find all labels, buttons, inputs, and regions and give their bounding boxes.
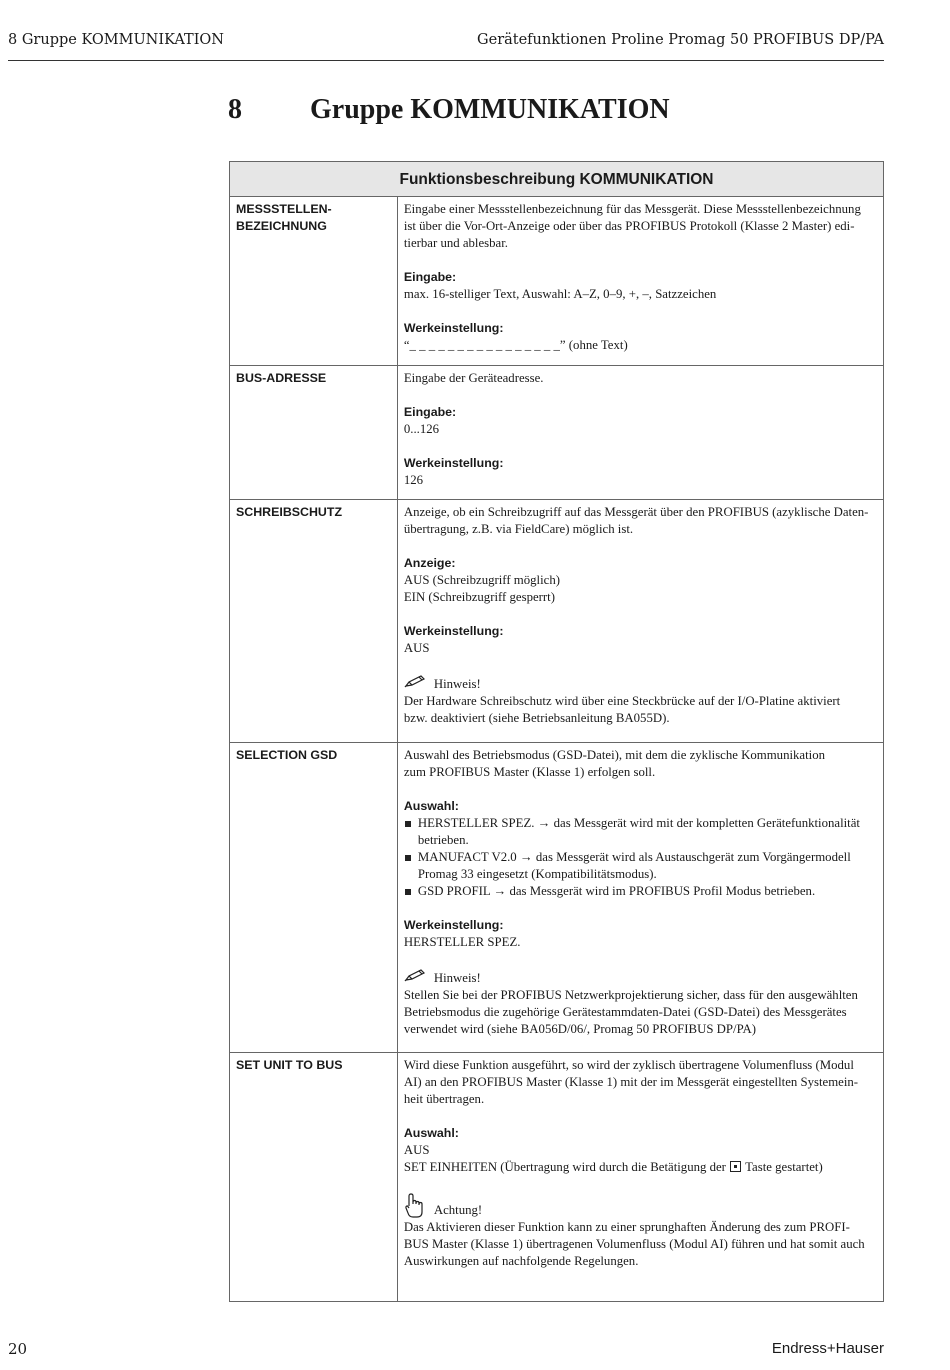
list-item bbox=[404, 849, 877, 883]
default-section bbox=[404, 320, 877, 354]
text-line: Anzeige, ob ein Schreibzugriff auf das Messgerät über den PROFIBUS (azyklische Daten- bbox=[403, 505, 869, 519]
table-row bbox=[230, 1053, 884, 1302]
pencil-icon bbox=[404, 968, 434, 986]
display-label: Anzeige: bbox=[403, 556, 456, 570]
chapter-heading bbox=[228, 94, 670, 126]
options-section bbox=[404, 798, 877, 900]
note-text-line: Stellen Sie bei der PROFIBUS Netzwerkprojektierung sicher, dass für den ausgewählten bbox=[403, 988, 858, 1002]
caution-text-line: Auswirkungen auf nachfolgende Regelungen. bbox=[403, 1254, 639, 1268]
options-section bbox=[404, 1125, 877, 1176]
input-section bbox=[404, 404, 877, 438]
option-value bbox=[404, 1159, 877, 1176]
note-text-line: Der Hardware Schreibschutz wird über eine Steckbrücke auf der I/O-Platine aktiviert bbox=[403, 694, 841, 708]
display-value: AUS (Schreibzugriff möglich) bbox=[403, 573, 560, 587]
page-number: 20 bbox=[8, 1340, 28, 1358]
text-line: AI) an den PROFIBUS Master (Klasse 1) mit der im Messgerät eingestellten Systemein- bbox=[403, 1075, 859, 1089]
default-section bbox=[404, 623, 877, 657]
options-label: Auswahl: bbox=[403, 1126, 459, 1140]
display-value: EIN (Schreibzugriff gesperrt) bbox=[403, 590, 555, 604]
note-heading bbox=[404, 968, 877, 987]
function-name: SELECTION GSD bbox=[230, 743, 398, 1053]
function-description bbox=[397, 1053, 883, 1302]
text-line: Wird diese Funktion ausgeführt, so wird der zyklisch übertragene Volumenfluss (Modul bbox=[403, 1058, 854, 1072]
description-intro bbox=[404, 370, 877, 387]
display-section bbox=[404, 555, 877, 606]
text-line: Promag 33 eingesetzt (Kompatibilitätsmodus). bbox=[417, 867, 657, 881]
option-value: AUS bbox=[403, 1143, 430, 1157]
note-text-line: verwendet wird (siehe BA056D/06/, Promag 50 PROFIBUS DP/PA) bbox=[403, 1022, 757, 1036]
function-description bbox=[397, 197, 883, 366]
input-label: Eingabe: bbox=[403, 270, 457, 284]
function-table bbox=[229, 161, 884, 1302]
default-section bbox=[404, 455, 877, 489]
table-row bbox=[230, 197, 884, 366]
list-item bbox=[404, 883, 877, 900]
description-intro bbox=[404, 1057, 877, 1108]
table-row bbox=[230, 366, 884, 500]
text-line: tierbar und ablesbar. bbox=[403, 236, 508, 250]
note-text-line: bzw. deaktiviert (siehe Betriebsanleitung BA055D). bbox=[403, 711, 670, 725]
input-value: 0...126 bbox=[403, 422, 440, 436]
note-section bbox=[404, 674, 877, 727]
caution-text-line: BUS Master (Klasse 1) übertragenen Volumenfluss (Modul AI) führen und hat somit auch bbox=[403, 1237, 865, 1251]
text-line: betrieben. bbox=[417, 833, 469, 847]
header-document-title: Gerätefunktionen Proline Promag 50 PROFIBUS DP/PA bbox=[477, 32, 884, 48]
caution-heading bbox=[404, 1193, 877, 1219]
note-heading bbox=[404, 674, 877, 693]
description-intro bbox=[404, 201, 877, 252]
text-line: GSD PROFIL → das Messgerät wird im PROFIBUS Profil Modus betrieben. bbox=[417, 884, 816, 898]
input-section bbox=[404, 269, 877, 303]
pointing-hand-icon bbox=[404, 1193, 434, 1219]
default-label: Werkeinstellung: bbox=[403, 624, 504, 638]
table-title: Funktionsbeschreibung KOMMUNIKATION bbox=[230, 162, 884, 197]
options-label: Auswahl: bbox=[403, 799, 459, 813]
option-text: Taste gestartet) bbox=[745, 1160, 823, 1174]
text-line: übertragung, z.B. via FieldCare) möglich ist. bbox=[403, 522, 634, 536]
text-line: MANUFACT V2.0 → das Messgerät wird als Austauschgerät zum Vorgängermodell bbox=[417, 850, 851, 864]
text-line: Auswahl des Betriebsmodus (GSD-Datei), mit dem die zyklische Kommunikation bbox=[403, 748, 826, 762]
caution-section bbox=[404, 1193, 877, 1270]
caution-text-line: Das Aktivieren dieser Funktion kann zu einer sprunghaften Änderung des zum PROFI- bbox=[403, 1220, 850, 1234]
function-name: BUS-ADRESSE bbox=[230, 366, 398, 500]
enter-key-icon bbox=[730, 1161, 741, 1172]
brand-logo-text: Endress+Hauser bbox=[771, 1340, 884, 1357]
caution-title: Achtung! bbox=[433, 1203, 483, 1217]
default-section bbox=[404, 917, 877, 951]
function-name: SCHREIBSCHUTZ bbox=[230, 500, 398, 743]
text-line: heit übertragen. bbox=[403, 1092, 485, 1106]
note-text-line: Betriebsmodus die zugehörige Gerätestammdaten-Datei (GSD-Datei) des Messgerätes bbox=[403, 1005, 847, 1019]
default-value: “_ _ _ _ _ _ _ _ _ _ _ _ _ _ _ _” (ohne Text) bbox=[403, 338, 628, 352]
function-description bbox=[397, 500, 883, 743]
list-item bbox=[404, 815, 877, 849]
header-chapter: 8 Gruppe KOMMUNIKATION bbox=[8, 32, 224, 48]
note-section bbox=[404, 968, 877, 1038]
default-value: HERSTELLER SPEZ. bbox=[403, 935, 521, 949]
function-name: MESSSTELLEN- BEZEICHNUNG bbox=[230, 197, 398, 366]
function-description bbox=[397, 743, 883, 1053]
note-title: Hinweis! bbox=[433, 971, 481, 985]
default-value: AUS bbox=[403, 641, 430, 655]
input-label: Eingabe: bbox=[403, 405, 457, 419]
chapter-number: 8 bbox=[228, 94, 242, 125]
default-value: 126 bbox=[403, 473, 424, 487]
table-row bbox=[230, 743, 884, 1053]
chapter-title: Gruppe KOMMUNIKATION bbox=[310, 94, 670, 125]
default-label: Werkeinstellung: bbox=[403, 456, 504, 470]
text-line: HERSTELLER SPEZ. → das Messgerät wird mit der kompletten Gerätefunktionalität bbox=[417, 816, 860, 830]
default-label: Werkeinstellung: bbox=[403, 321, 504, 335]
text-line: ist über die Vor-Ort-Anzeige oder über das PROFIBUS Protokoll (Klasse 2 Master) edi- bbox=[403, 219, 855, 233]
note-title: Hinweis! bbox=[433, 677, 481, 691]
input-value: max. 16-stelliger Text, Auswahl: A–Z, 0–9, +, –, Satzzeichen bbox=[403, 287, 717, 301]
function-description bbox=[397, 366, 883, 500]
option-text: SET EINHEITEN (Übertragung wird durch die Betätigung der bbox=[403, 1160, 726, 1174]
default-label: Werkeinstellung: bbox=[403, 918, 504, 932]
pencil-icon bbox=[404, 674, 434, 692]
text-line: Eingabe der Geräteadresse. bbox=[403, 371, 544, 385]
function-name: SET UNIT TO BUS bbox=[230, 1053, 398, 1302]
table-row bbox=[230, 500, 884, 743]
text-line: zum PROFIBUS Master (Klasse 1) erfolgen soll. bbox=[403, 765, 656, 779]
description-intro bbox=[404, 747, 877, 781]
description-intro bbox=[404, 504, 877, 538]
text-line: Eingabe einer Messstellenbezeichnung für das Messgerät. Diese Messstellenbezeichnung bbox=[403, 202, 861, 216]
page-header bbox=[8, 32, 884, 61]
